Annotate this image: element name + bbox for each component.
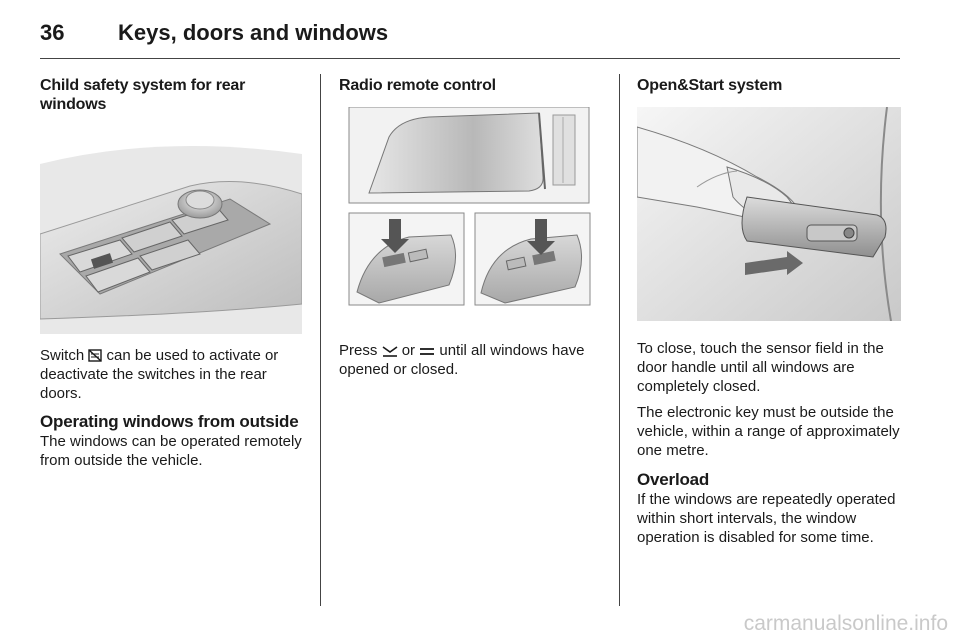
chapter-title: Keys, doors and windows [118,20,389,45]
lock-button-icon [419,345,435,357]
header-rule [40,58,900,59]
press-text: Press [339,342,378,359]
unlock-button-icon [382,345,398,357]
child-lock-window-icon [88,349,102,362]
section-heading-child-safety: Child safety system for rear windows [40,77,246,113]
column-child-safety [40,76,302,470]
window-switch-panel-illustration [40,124,302,334]
subheading-overload: Overload [637,470,710,489]
column-radio-remote [339,76,601,379]
section-heading-radio-remote: Radio remote control [339,77,496,94]
paragraph-electronic-key: The electronic key must be outside the vehicle, within a range of approximately one metre. [637,404,900,459]
paragraph-press [339,341,601,379]
switch-description: can be used to activate or deactivate the switches in the rear doors. [40,347,279,402]
paragraph-switch [40,346,302,403]
subheading-operating-outside: Operating windows from outside [40,412,299,431]
page-header [40,14,900,60]
section-heading-open-start: Open&Start system [637,77,783,94]
page-number: 36 [40,20,65,45]
or-text: or [401,342,416,359]
paragraph-overload: If the windows are repeatedly operated within short intervals, the window operation is disabled for some time. [637,491,896,546]
remote-control-illustration [339,107,601,315]
paragraph-close-sensor: To close, touch the sensor field in the door handle until all windows are completely closed. [637,340,884,395]
press-description: until all windows have opened or closed. [339,342,585,378]
column-open-start [637,76,901,547]
switch-text: Switch [40,347,85,364]
door-handle-hand-illustration [637,107,901,321]
column-divider-1 [320,74,321,606]
watermark: carmanualsonline.info [743,612,948,635]
column-divider-2 [619,74,620,606]
paragraph-operating-outside: The windows can be operated remotely from outside the vehicle. [40,433,302,469]
